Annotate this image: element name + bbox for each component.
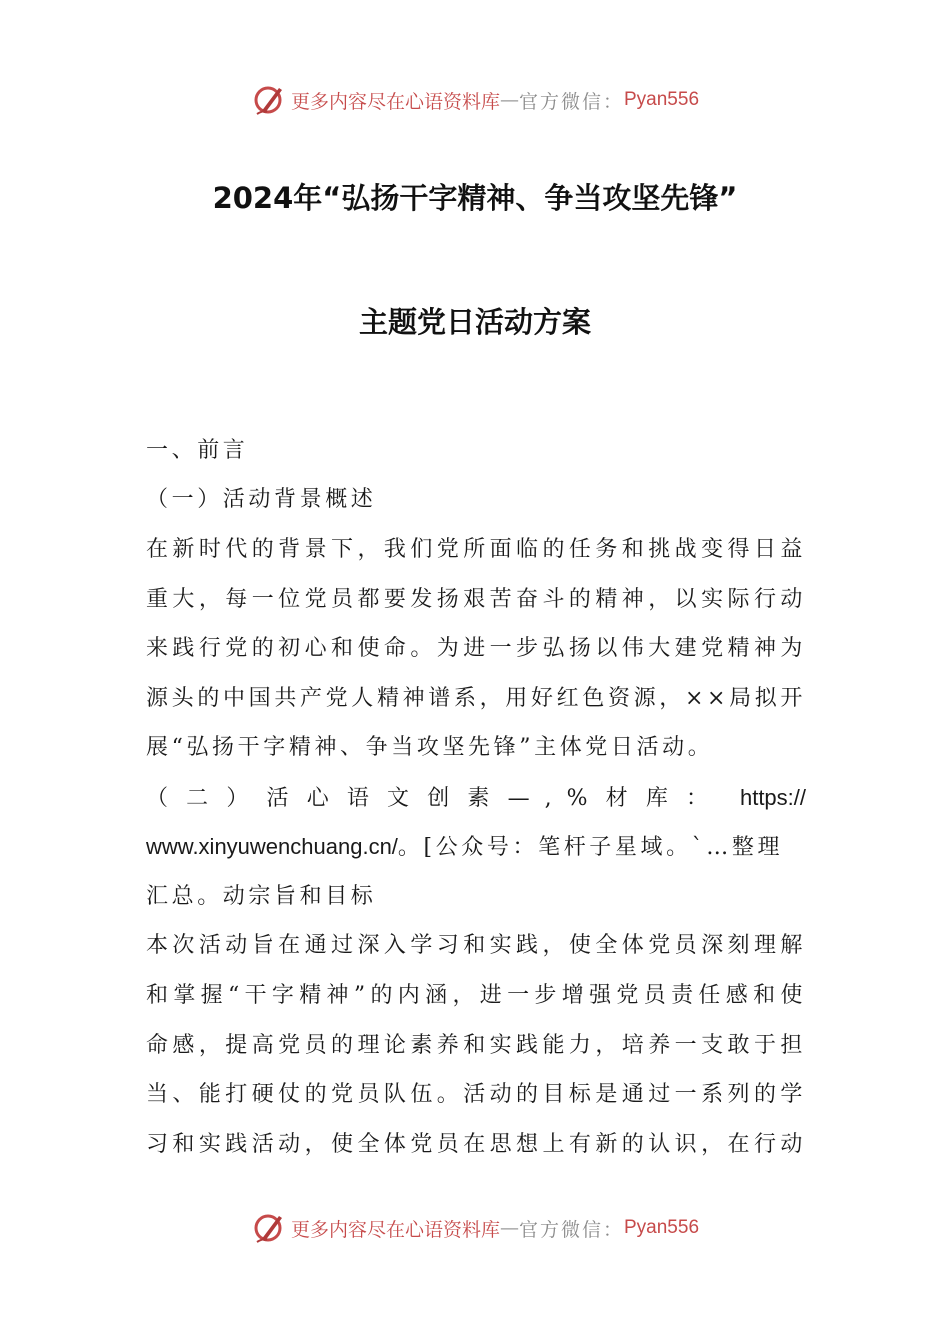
paragraph-line: 习和实践活动，使全体党员在思想上有新的认识，在行动 [146, 1132, 806, 1157]
subheading-background: （一）活动背景概述 [146, 487, 377, 512]
paragraph-line: 命感，提高党员的理论素养和实践能力，培养一支敢于担 [146, 1033, 806, 1058]
watermark-brand: 更多内容尽在心语资料库 [290, 90, 500, 113]
watermark-brand: 更多内容尽在心语资料库 [290, 1218, 500, 1241]
watermark-wechat-id: Pyan556 [624, 89, 700, 110]
subheading-purpose-note: 。[公众号：笔杆子星域。`…整理 [397, 835, 784, 860]
watermark-wechat-id: Pyan556 [624, 1217, 700, 1238]
watermark-official-label: 官方微信： [518, 90, 624, 113]
document-title-line2: 主题党日活动方案 [358, 305, 591, 339]
watermark-official-label: 官方微信： [518, 1218, 624, 1241]
heading-preface: 一、前言 [146, 438, 249, 463]
subheading-purpose-line2 [146, 832, 806, 862]
document-title-line1: 2024年“弘扬干字精神、争当攻坚先锋” [212, 181, 738, 215]
watermark-separator: — [499, 89, 519, 111]
watermark-header [0, 80, 950, 120]
watermark-separator: — [499, 1217, 519, 1239]
subheading-purpose-line3: 汇总。动宗旨和目标 [146, 884, 377, 909]
watermark-footer [0, 1208, 950, 1248]
subheading-purpose-line1 [146, 783, 806, 813]
paragraph-line: 和掌握“干字精神”的内涵，进一步增强党员责任感和使 [146, 983, 806, 1008]
subheading-purpose-cn: （二）活心语文创素—,%材库： [146, 786, 727, 811]
resource-url-part1[interactable]: https:// [739, 785, 806, 810]
paragraph-line: 在新时代的背景下，我们党所面临的任务和挑战变得日益 [146, 537, 806, 562]
resource-url-part2[interactable]: www.xinyuwenchuang.cn/ [146, 834, 398, 859]
paragraph-line: 展“弘扬干字精神、争当攻坚先锋”主体党日活动。 [146, 735, 714, 760]
paragraph-line: 重大，每一位党员都要发扬艰苦奋斗的精神，以实际行动 [146, 587, 806, 612]
paragraph-line: 本次活动旨在通过深入学习和实践，使全体党员深刻理解 [146, 933, 806, 958]
quill-circle-icon [251, 1210, 287, 1246]
quill-circle-icon [251, 82, 287, 118]
paragraph-line: 来践行党的初心和使命。为进一步弘扬以伟大建党精神为 [146, 636, 806, 661]
paragraph-line: 当、能打硬仗的党员队伍。活动的目标是通过一系列的学 [146, 1082, 806, 1107]
paragraph-line: 源头的中国共产党人精神谱系，用好红色资源，××局拟开 [146, 686, 806, 711]
